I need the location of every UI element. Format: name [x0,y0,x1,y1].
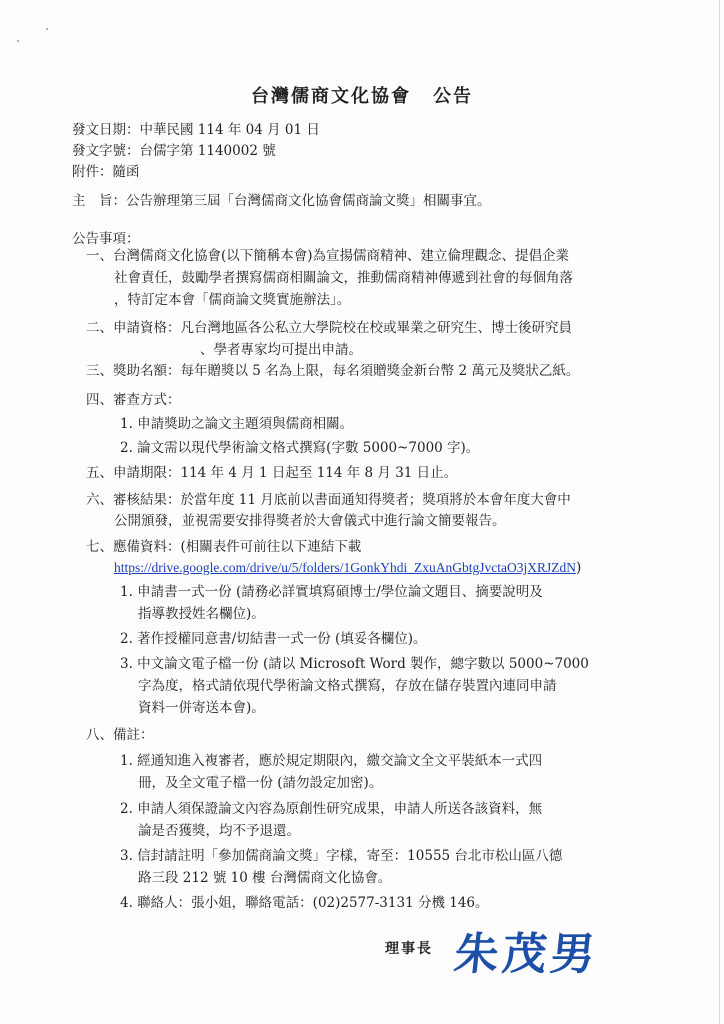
item-8-sub-1-line-2: 冊，及全文電子檔一份 (請勿設定加密)。 [138,775,383,791]
item-4-heading: 四、審查方式： [86,392,181,408]
item-7-heading: 七、應備資料：(相關表件可前往以下連結下載 [86,539,362,555]
item-8-sub-3-line-2: 路三段 212 號 10 樓 台灣儒商文化協會。 [138,870,392,886]
chairman-label: 理事長 [385,941,433,957]
item-6-line-1: 六、審核結果：於當年度 11 月底前以書面通知得獎者；獎項將於本會年度大會中 [86,492,571,508]
item-3-line-1: 三、獎助名額：每年贈獎以 5 名為上限，每名須贈獎金新台幣 2 萬元及獎狀乙紙。 [86,363,580,379]
item-4-sub-1: 1. 申請獎助之論文主題須與儒商相關。 [120,416,354,432]
item-7-link-line [114,557,581,579]
item-7-sub-3-line-2: 字為度，格式請依現代學術論文格式撰寫，存放在儲存裝置內連同申請 [138,678,557,694]
attachment-note: 附件：隨函 [72,164,140,180]
item-7-sub-1-line-1: 1. 申請書一式一份 (請務必詳實填寫碩博士/學位論文題目、摘要說明及 [120,584,543,600]
item-7-sub-1-line-2: 指導教授姓名欄位)。 [138,606,265,622]
item-8-sub-4: 4. 聯絡人：張小姐，聯絡電話：(02)2577-3131 分機 146。 [120,895,489,911]
notice-title [0,82,724,108]
item-8-heading: 八、備註： [86,727,154,743]
link-close-paren: ) [575,560,582,576]
item-1-line-3: ，特訂定本會「儒商論文獎實施辦法」。 [114,292,351,308]
item-7-sub-3-line-1: 3. 中文論文電子檔一份 (請以 Microsoft Word 製作，總字數以 5000~7000 [120,656,589,672]
chairman-signature: 朱茂男 [451,929,602,980]
item-7-sub-3-line-3: 資料一併寄送本會)。 [138,700,265,716]
item-2-line-1: 二、申請資格：凡台灣地區各公私立大學院校在校或畢業之研究生、博士後研究員 [86,320,572,336]
scan-speck [17,40,19,42]
item-8-sub-2-line-1: 2. 申請人須保證論文內容為原創性研究成果，申請人所送各該資料，無 [120,801,543,817]
item-1-line-2: 社會責任，鼓勵學者撰寫儒商相關論文，推動儒商精神傳遞到社會的每個角落 [114,270,573,286]
title-organization: 台灣儒商文化協會 [251,86,411,107]
subject-line: 主 旨：公告辦理第三屆「台灣儒商文化協會儒商論文獎」相關事宜。 [72,193,491,209]
title-type: 公告 [433,86,473,107]
item-5-line-1: 五、申請期限：114 年 4 月 1 日起至 114 年 8 月 31 日止。 [86,465,458,481]
item-8-sub-1-line-1: 1. 經通知進入複審者，應於規定期限內，繳交論文全文平裝紙本一式四 [120,753,543,769]
item-7-sub-2: 2. 著作授權同意書/切結書一式一份 (填妥各欄位)。 [120,631,427,647]
notice-heading: 公告事項： [72,231,140,247]
item-1-line-1: 一、台灣儒商文化協會(以下簡稱本會)為宣揚儒商精神、建立倫理觀念、提倡企業 [86,248,570,264]
download-link[interactable]: https://drive.google.com/drive/u/5/folders/1GonkYhdi_ZxuAnGbtgJvctaO3jXRJZdN [114,560,576,575]
item-8-sub-3-line-1: 3. 信封請註明「參加儒商論文獎」字樣，寄至：10555 台北市松山區八德 [120,848,563,864]
item-6-line-2: 公開頒發，並視需要安排得獎者於大會儀式中進行論文簡要報告。 [114,513,506,529]
item-8-sub-2-line-2: 論是否獲獎，均不予退還。 [138,823,300,839]
item-2-line-2: 、學者專家均可提出申請。 [200,342,362,358]
document-number: 發文字號：台儒字第 1140002 號 [72,143,276,159]
issue-date: 發文日期：中華民國 114 年 04 月 01 日 [72,122,320,138]
item-4-sub-2: 2. 論文需以現代學術論文格式撰寫(字數 5000~7000 字)。 [120,440,480,456]
page-edge-line [719,0,720,1024]
scan-speck [46,28,48,30]
